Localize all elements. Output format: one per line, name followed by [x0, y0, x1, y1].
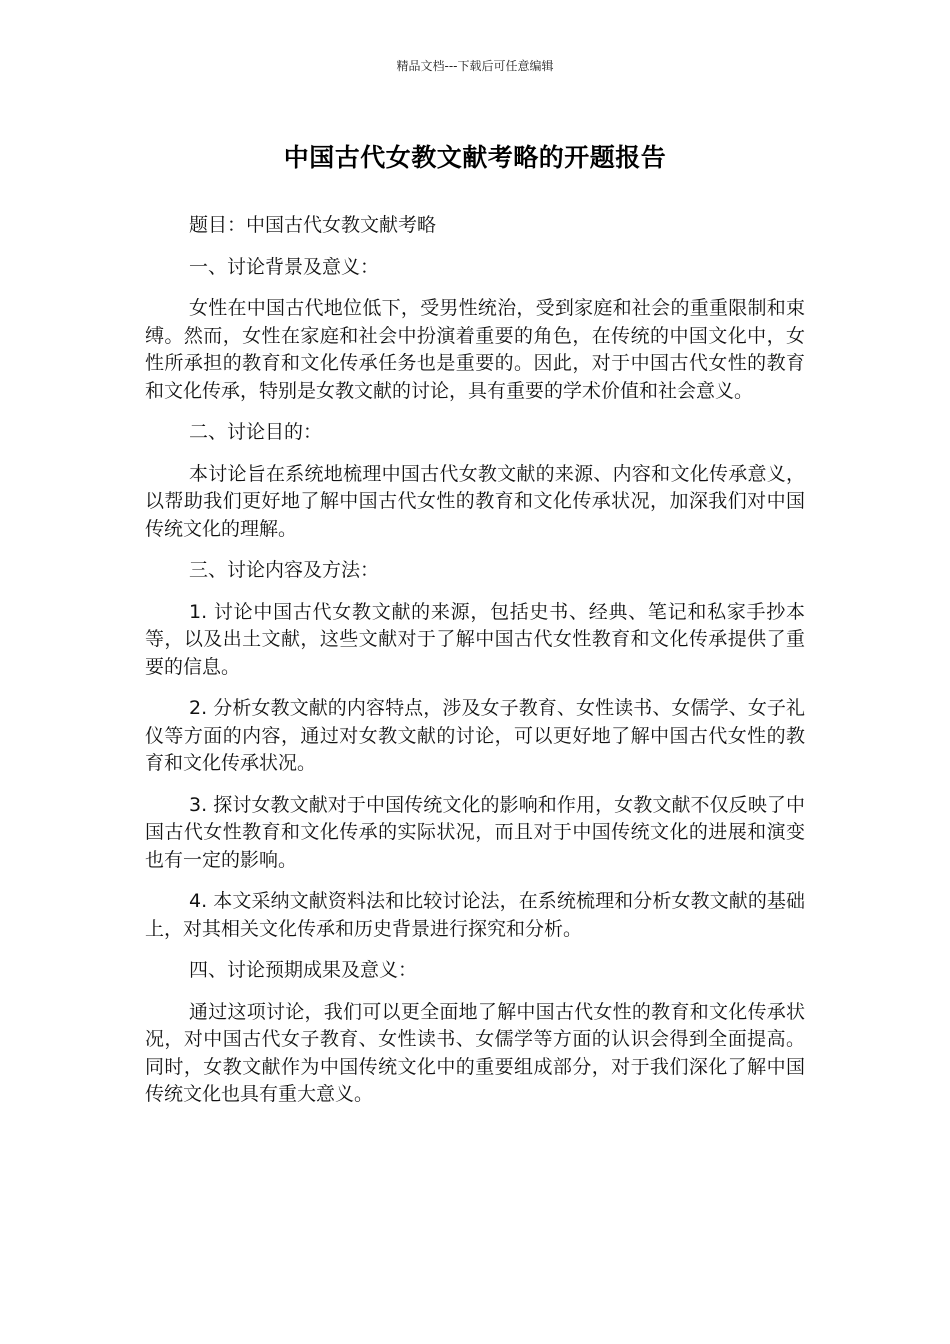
paragraph-background: 女性在中国古代地位低下，受男性统治，受到家庭和社会的重重限制和束缚。然而，女性在家庭和社会中扮演着重要的角色，在传统的中国文化中，女性所承担的教育和文化传承任务也是重要的。因此，对于中国古代女性的教育和文化传承，特别是女教文献的讨论，具有重要的学术价值和社会意义。 [145, 297, 805, 402]
list-item-3: 3. 探讨女教文献对于中国传统文化的影响和作用，女教文献不仅反映了中国古代女性教育和文化传承的实际状况，而且对于中国传统文化的进展和演变也有一定的影响。 [145, 793, 805, 871]
paragraph-purpose: 本讨论旨在系统地梳理中国古代女教文献的来源、内容和文化传承意义，以帮助我们更好地了解中国古代女性的教育和文化传承状况，加深我们对中国传统文化的理解。 [145, 462, 805, 540]
paragraph-expected-results: 通过这项讨论，我们可以更全面地了解中国古代女性的教育和文化传承状况，对中国古代女子教育、女性读书、女儒学等方面的认识会得到全面提高。同时，女教文献作为中国传统文化中的重要组成部分，对于我们深化了解中国传统文化也具有重大意义。 [145, 1000, 805, 1105]
section-heading-content-methods: 三、讨论内容及方法： [189, 559, 380, 581]
list-item-2: 2. 分析女教文献的内容特点，涉及女子教育、女性读书、女儒学、女子礼仪等方面的内容，通过对女教文献的讨论，可以更好地了解中国古代女性的教育和文化传承状况。 [145, 697, 805, 774]
topic-line: 题目：中国古代女教文献考略 [189, 214, 437, 236]
list-item-1: 1. 讨论中国古代女教文献的来源，包括史书、经典、笔记和私家手抄本等，以及出土文献，这些文献对于了解中国古代女性教育和文化传承提供了重要的信息。 [145, 600, 805, 678]
list-item-4: 4. 本文采纳文献资料法和比较讨论法，在系统梳理和分析女教文献的基础上，对其相关文化传承和历史背景进行探究和分析。 [145, 890, 805, 940]
section-heading-background: 一、讨论背景及意义： [189, 255, 380, 278]
document-body [145, 212, 805, 1123]
document-title: 中国古代女教文献考略的开题报告 [283, 143, 667, 172]
header-note: 精品文档---下载后可任意编辑 [396, 59, 554, 73]
section-heading-expected-results: 四、讨论预期成果及意义： [189, 959, 418, 981]
section-heading-purpose: 二、讨论目的： [189, 421, 323, 443]
